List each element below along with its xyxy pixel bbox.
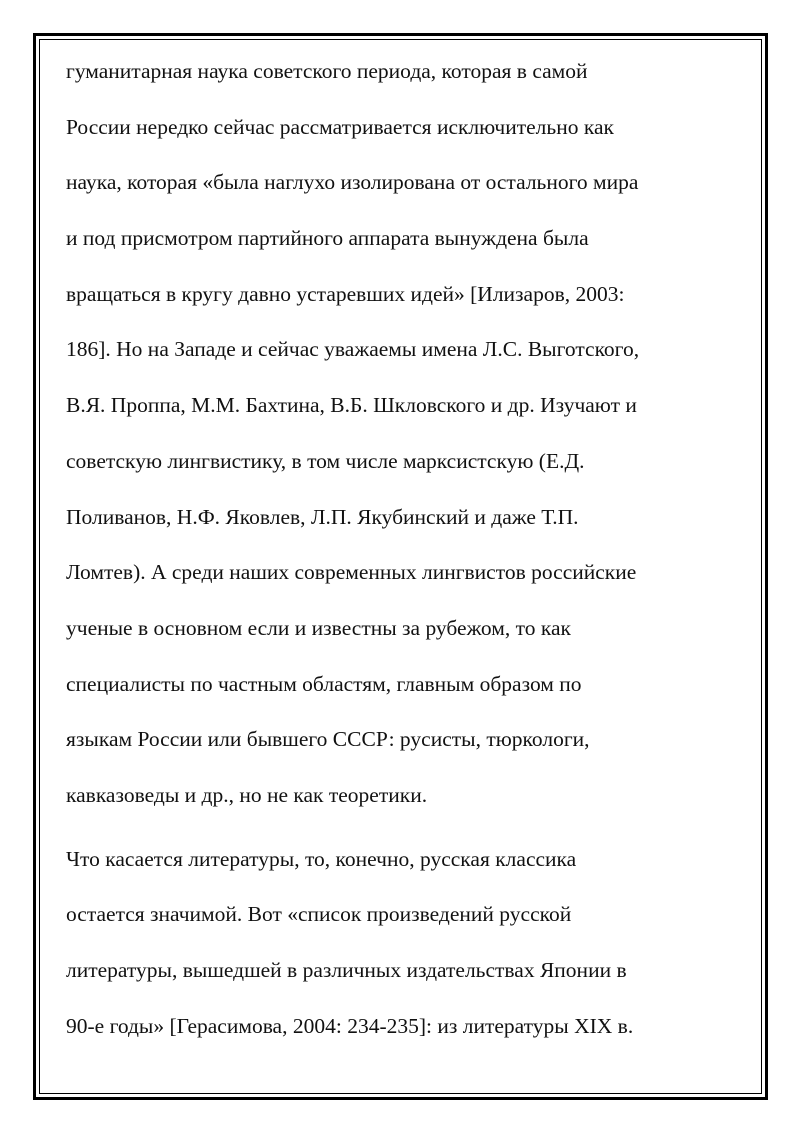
text-line: ученые в основном если и известны за рубежом, то как [66, 615, 571, 640]
text-line: 186]. Но на Западе и сейчас уважаемы имена Л.С. Выготского, [66, 337, 640, 362]
text-line: и под присмотром партийного аппарата вынуждена была [66, 226, 589, 251]
text-line: России нередко сейчас рассматривается исключительно как [66, 114, 614, 139]
document-body [66, 44, 736, 1054]
text-line: 90-е годы» [Герасимова, 2004: 234-235]: из литературы XIX в. [66, 1013, 634, 1038]
text-line: В.Я. Проппа, М.М. Бахтина, В.Б. Шкловского и др. Изучают и [66, 393, 637, 418]
text-line: гуманитарная наука советского периода, которая в самой [66, 59, 588, 83]
text-line: Поливанов, Н.Ф. Яковлев, Л.П. Якубинский и даже Т.П. [66, 504, 579, 529]
text-line: наука, которая «была наглухо изолирована от остального мира [66, 170, 639, 195]
text-line: специалисты по частным областям, главным образом по [66, 671, 582, 696]
text-line: остается значимой. Вот «список произведений русской [66, 902, 572, 927]
text-line: Ломтев). А среди наших современных лингвистов российские [66, 560, 637, 585]
text-line: вращаться в кругу давно устаревших идей» [Илизаров, 2003: [66, 281, 625, 306]
paragraph-1 [66, 44, 736, 824]
text-line: советскую лингвистику, в том числе марксистскую (Е.Д. [66, 448, 585, 473]
text-line: кавказоведы и др., но не как теоретики. [66, 782, 428, 807]
text-line: литературы, вышедшей в различных издательствах Японии в [66, 958, 627, 982]
text-line: языкам России или бывшего СССР: русисты, тюркологи, [66, 727, 590, 752]
text-line: Что касается литературы, то, конечно, русская классика [66, 846, 577, 871]
paragraph-2 [66, 832, 736, 1055]
